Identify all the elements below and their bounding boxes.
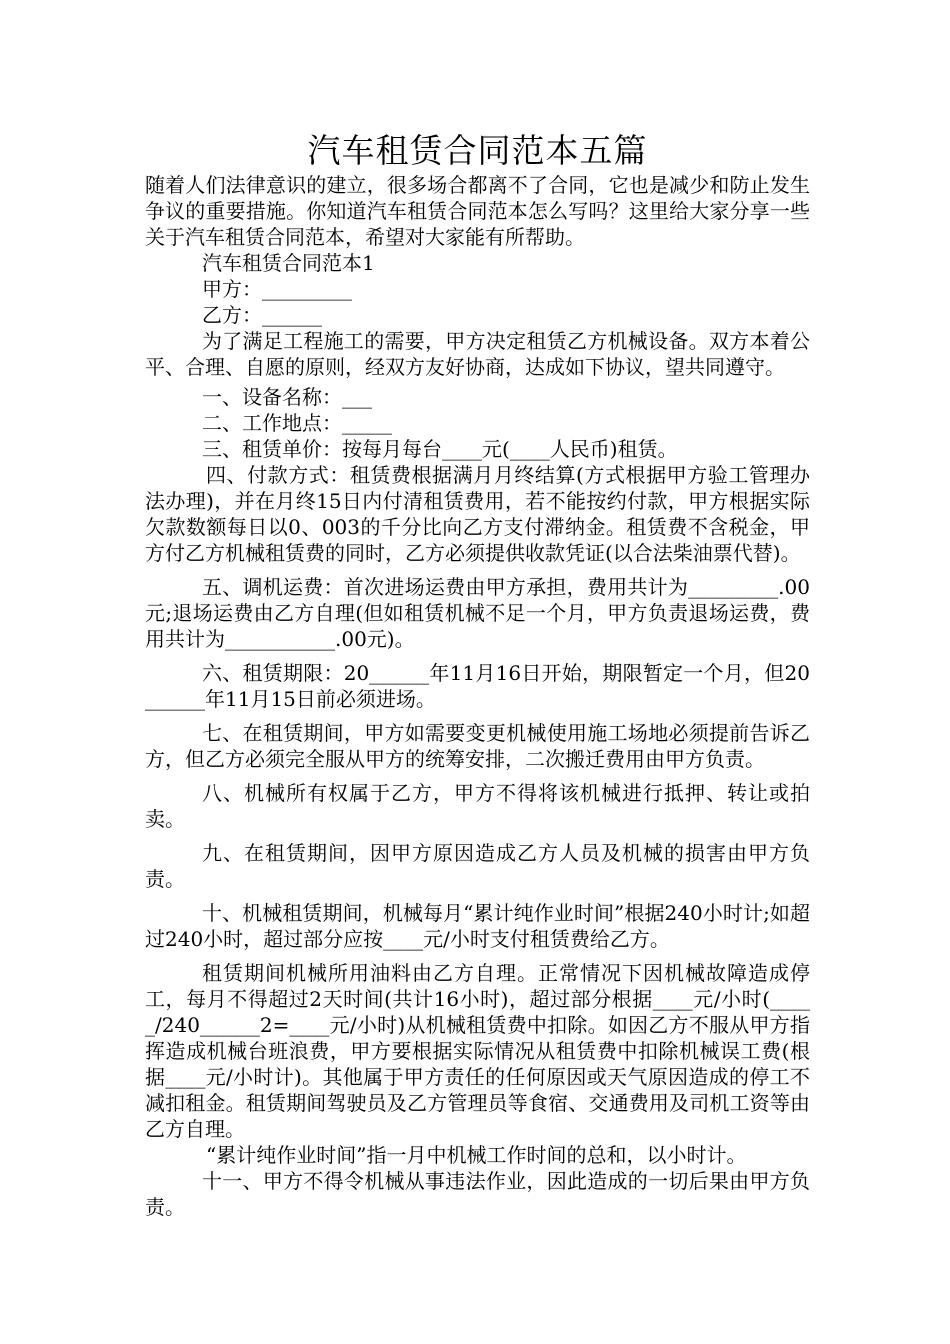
document-title: 汽车租赁合同范本五篇 [307, 131, 648, 170]
clause-2-work-location: 二、工作地点：_____ [202, 411, 392, 435]
intro-paragraph: 随着人们法律意识的建立，很多场合都离不了合同，它也是减少和防止发生争议的重要措施。你知道汽车租赁合同范本怎么写吗？这里给大家分享一些关于汽车租赁合同范本，希望对大家能有所帮助。 [145, 173, 810, 249]
working-time-definition: “累计纯作业时间”指一月中机械工作时间的总和，以小时计。 [206, 1143, 747, 1167]
clause-4-payment-method: 四、付款方式：租赁费根据满月月终结算(方式根据甲方验工管理办法办理)，并在月终15日内付清租赁费用，若不能按约付款，甲方根据实际欠款数额每日以0、003的千分比向乙方支付滞纳金。租赁费不含税金，甲方付乙方机械租赁费的同时，乙方必须提供收款凭证(以合法柴油票代替)。 [145, 463, 810, 565]
clause-10-working-hours: 十、机械租赁期间，机械每月“累计纯作业时间”根据240小时计;如超过240小时，超过部分应按____元/小时支付租赁费给乙方。 [145, 901, 810, 951]
preamble-paragraph: 为了满足工程施工的需要，甲方决定租赁乙方机械设备。双方本着公平、合理、自愿的原则，经双方友好协商，达成如下协议，望共同遵守。 [145, 329, 810, 379]
section-heading-sample-1: 汽车租赁合同范本1 [202, 251, 375, 275]
clause-5-transport-fee: 五、调机运费：首次进场运费由甲方承担，费用共计为_________.00元;退场运费由乙方自理(但如租赁机械不足一个月，甲方负责退场运费，费用共计为___________.00元)。 [145, 575, 810, 651]
party-b-line: 乙方：______ [202, 303, 322, 327]
clause-11-illegal-operation: 十一、甲方不得令机械从事违法作业，因此造成的一切后果由甲方负责。 [145, 1169, 810, 1219]
party-a-line: 甲方：_________ [202, 277, 352, 301]
clause-1-equipment-name: 一、设备名称：___ [202, 385, 372, 409]
clause-6-lease-term: 六、租赁期限：20______年11月16日开始，期限暂定一个月，但20______年11月15日前必须进场。 [145, 661, 810, 711]
clause-8-ownership: 八、机械所有权属于乙方，甲方不得将该机械进行抵押、转让或拍卖。 [145, 781, 810, 831]
clause-7-site-change: 七、在租赁期间，甲方如需要变更机械使用施工场地必须提前告诉乙方，但乙方必须完全服从甲方的统筹安排，二次搬迁费用由甲方负责。 [145, 721, 810, 771]
clause-9-damage: 九、在租赁期间，因甲方原因造成乙方人员及机械的损害由甲方负责。 [145, 841, 810, 891]
fuel-and-downtime-paragraph: 租赁期间机械所用油料由乙方自理。正常情况下因机械故障造成停工，每月不得超过2天时间(共计16小时)，超过部分根据____元/小时(_____/240______2=____元/小时)从机械租赁费中扣除。如因乙方不服从甲方指挥造成机械台班浪费，甲方要根据实际情况从租赁费中扣除机械误工费(根据____元/小时计)。其他属于甲方责任的任何原因或天气原因造成的停工不减扣租金。租赁期间驾驶员及乙方管理员等食宿、交通费用及司机工资等由乙方自理。 [145, 961, 810, 1141]
document-page [145, 130, 810, 1220]
clause-3-unit-price: 三、租赁单价：按每月每台____元(____人民币)租赁。 [202, 437, 678, 461]
